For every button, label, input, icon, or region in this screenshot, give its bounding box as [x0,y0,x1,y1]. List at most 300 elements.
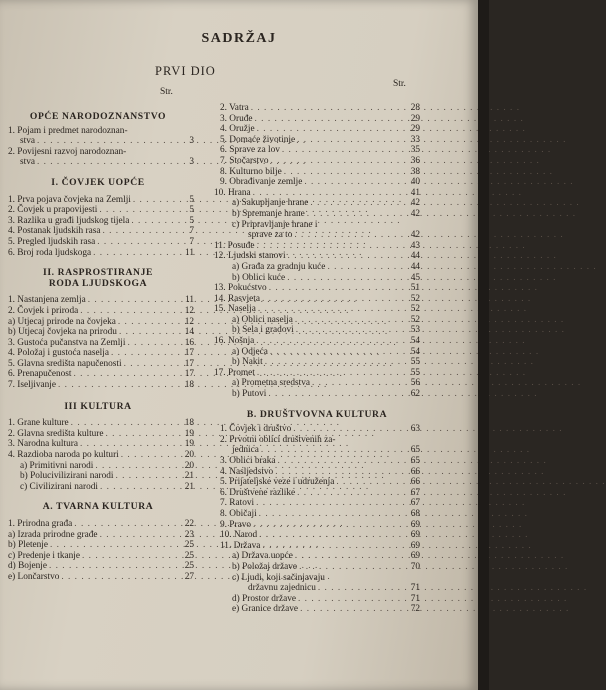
toc-entry-title: 9. Pravo [220,519,251,530]
dot-leader [262,541,404,552]
toc-entry-page: 12 [184,316,194,327]
toc-entry [2,530,194,541]
toc-entry-title: 5. Domaće životinje [220,134,296,145]
dot-leader [304,177,404,188]
toc-entry-title: 8. Kulturno bilje [220,166,282,177]
page-column-label-left: Str. [160,87,173,97]
toc-entry-title: 11. Posuđe [214,240,255,251]
toc-entry [2,540,194,551]
toc-entry-title: 4. Oružje [220,124,255,135]
toc-entry-title: 2. Glavna središta kulture [8,428,104,439]
toc-entry-page: 54 [410,346,420,357]
toc-entry [214,294,420,305]
toc-entry [2,248,194,259]
toc-entry-title: 2. Čovjek u prapovijesti [8,205,98,216]
dot-leader [312,378,404,389]
toc-entry-title: 10. Hrana [214,187,251,198]
toc-entry-title: 3. Narodna kultura [8,439,78,450]
toc-entry-title: 3. Oruđe [220,113,253,124]
toc-entry-title: b) Pletenje [8,540,49,551]
dot-leader [259,509,404,520]
toc-entry-title: 6. Broj roda ljudskoga [8,247,92,258]
toc-entry-title: stva [20,157,35,168]
dot-leader [61,572,178,583]
toc-entry-title: sprave za to [248,230,293,241]
toc-entry-title: 1. Nastanjena zemlja [8,295,86,306]
toc-entry-page: 44 [410,251,420,262]
toc-entry-page: 65 [410,445,420,456]
toc-entry [214,520,420,531]
toc-entry-page: 69 [410,519,420,530]
toc-entry-title: d) Prostor države [232,593,297,604]
toc-entry [214,477,420,488]
toc-entry-page: 67 [410,498,420,509]
toc-entry-page: 36 [410,155,420,166]
toc-entry [214,467,420,478]
dot-leader [100,530,178,541]
toc-entry-page: 69 [410,530,420,541]
toc-entry [2,317,194,328]
toc-entry-page: 19 [184,439,194,450]
toc-entry [214,583,420,594]
toc-entry-page: 29 [410,124,420,135]
toc-entry-page: 27 [184,571,194,582]
dot-leader [127,338,178,349]
toc-entry-page: 63 [410,424,420,435]
toc-entry-title: 5. Pregled ljudskih rasa [8,236,96,247]
toc-entry-text: c) Ljudi, koji sačinjavaju [232,572,325,583]
toc-entry-title: 7. Ratovi [220,498,255,509]
toc-entry-title: a) Oblici naselja [232,314,293,325]
dot-leader [295,315,404,326]
toc-entry-page: 5 [189,215,194,226]
dot-leader [284,167,404,178]
dot-leader [80,439,178,450]
toc-entry-title: stva [20,136,35,147]
toc-entry-page: 7 [189,236,194,247]
toc-entry [2,226,194,237]
toc-entry-page: 70 [410,561,420,572]
dot-leader [262,294,404,305]
dot-leader [271,156,404,167]
toc-entry [214,145,420,156]
toc-entry-page: 72 [410,604,420,615]
toc-entry-title: 7. Stočarstvo [220,155,269,166]
toc-entry-page: 3 [189,157,194,168]
toc-entry-title: 4. Položaj i gustoća naselja [8,348,109,359]
toc-entry-title: 9. Obrađivanje zemlje [220,177,303,188]
toc-entry [2,338,194,349]
toc-entry-page: 55 [410,367,420,378]
toc-entry-page: 35 [410,145,420,156]
dot-leader [124,359,178,370]
toc-entry [214,541,420,552]
toc-entry-page: 55 [410,357,420,368]
toc-entry-title: b) Nakit [232,357,263,368]
dot-leader [253,188,404,199]
toc-entry [214,262,420,273]
toc-entry-title: 5. Prijateljske veze i udruženja [220,477,335,488]
toc-entry-title: 3. Razlika u građi ljudskog tijela [8,215,130,226]
toc-entry-title: c) Predenje i tkanje [8,550,81,561]
dot-leader [295,551,404,562]
toc-entry-page: 16 [184,337,194,348]
toc-entry-page: 17 [184,358,194,369]
dot-leader [256,336,404,347]
toc-entry [2,205,194,216]
toc-entry-title: a) Država uopće [232,551,293,562]
toc-entry [214,188,420,199]
toc-entry-page: 69 [410,540,420,551]
toc-entry-title: 1. Prva pojava čovjeka na Zemlji [8,194,131,205]
toc-entry-page: 21 [184,481,194,492]
dot-leader [297,488,404,499]
dot-leader [37,157,178,168]
dot-leader [88,295,178,306]
toc-entry-title: 4. Nasljedstvo [220,466,274,477]
toc-entry [214,135,420,146]
toc-entry-page: 33 [410,134,420,145]
toc-entry-page: 51 [410,283,420,294]
dot-leader [256,241,404,252]
toc-entry [2,195,194,206]
toc-entry [2,348,194,359]
toc-entry [214,509,420,520]
toc-entry [2,157,194,168]
toc-entry [214,177,420,188]
dot-leader [93,248,178,259]
dot-leader [102,226,178,237]
dot-leader [95,461,178,472]
toc-entry-page: 23 [184,529,194,540]
toc-entry-title: 6. Društvene razlike [220,487,296,498]
toc-entry [2,439,194,450]
dot-leader [287,273,404,284]
page-column-label-right: Str. [393,79,406,89]
dot-leader [269,283,404,294]
toc-entry-title: e) Lončarstvo [8,571,60,582]
toc-entry-title: 15. Naselja [214,304,256,315]
toc-entry-page: 14 [184,327,194,338]
toc-entry [214,241,420,252]
dot-leader [37,136,178,147]
toc-entry-page: 11 [185,295,194,306]
dot-leader [327,262,404,273]
toc-entry [214,273,420,284]
toc-entry-title: a) Prometna sredstva [232,378,310,389]
toc-entry [214,103,420,114]
toc-entry-page: 17 [184,348,194,359]
toc-entry-page: 18 [184,380,194,391]
book-edge [478,0,489,690]
toc-entry [214,551,420,562]
toc-entry-title: 12. Ljudski stanovi [214,251,286,262]
toc-entry-title: b) Položaj države [232,561,298,572]
toc-entry-page: 5 [189,194,194,205]
toc-entry [2,551,194,562]
section-heading: II. RASPROSTIRANJE [43,267,153,279]
toc-entry-page: 52 [410,293,420,304]
toc-entry [2,237,194,248]
toc-entry-title: 8. Običaji [220,508,257,519]
part-heading: PRVI DIO [155,64,216,78]
toc-entry [214,283,420,294]
toc-entry-title: b) Polucivilizirani narodi [20,471,114,482]
toc-entry-title: 10. Narod [220,530,258,541]
toc-entry [214,304,420,315]
toc-entry [214,114,420,125]
toc-entry-title: 1. Grane kulture [8,418,69,429]
spacer [2,391,194,402]
toc-entry-page: 65 [410,456,420,466]
toc-entry-page: 71 [410,593,420,604]
dot-leader [80,306,178,317]
page-title: SADRŽAJ [201,31,277,46]
toc-entry-page: 22 [184,519,194,529]
dot-leader [49,561,178,572]
toc-entry-title: a) Izrada prirodne građe [8,529,98,540]
toc-entry [2,572,194,583]
section-heading: I. ČOVJEK UOPĆE [51,176,145,188]
dot-leader [106,429,178,440]
toc-entry-page: 68 [410,508,420,519]
section-heading: RODA LJUDSKOGA [48,277,148,289]
toc-entry-page: 19 [184,428,194,439]
toc-entry-page: 45 [410,272,420,283]
toc-entry-title: a) Odjeća [232,346,268,357]
toc-entry [214,357,420,368]
toc-entry [2,327,194,338]
toc-entry-page: 69 [410,551,420,562]
toc-entry-page: 66 [410,477,420,488]
dot-leader [82,551,178,562]
toc-entry-page: 66 [410,466,420,477]
toc-entry [2,561,194,572]
toc-entry-page: 5 [189,205,194,216]
toc-entry [214,315,420,326]
toc-entry-page: 54 [410,336,420,347]
toc-entry [214,209,420,220]
toc-entry [214,378,420,389]
dot-leader [275,467,404,478]
toc-entry-page: 41 [410,187,420,198]
toc-entry-title: a) Utjecaj prirode na čovjeka [8,316,116,327]
toc-entry [214,456,420,467]
toc-entry [2,380,194,391]
dot-leader [121,450,178,461]
toc-entry-page: 52 [410,304,420,315]
dot-leader [255,114,404,125]
toc-entry [214,124,420,135]
toc-entry-page: 25 [184,540,194,551]
dot-leader [100,482,178,493]
toc-entry [2,216,194,227]
toc-entry-page: 40 [410,177,420,188]
dot-leader [270,347,404,358]
dot-leader [298,594,404,605]
toc-entry-page: 25 [184,561,194,572]
dot-leader [50,540,178,551]
dot-leader [258,304,404,315]
toc-entry-page: 44 [410,261,420,272]
toc-entry [214,368,420,379]
dot-leader [71,418,178,429]
toc-entry-page: 62 [410,389,420,400]
toc-entry [2,369,194,380]
toc-entry-title: 7. Iseljivanje [8,380,57,391]
toc-entry-title: 13. Pokućstvo [214,283,267,294]
toc-entry [214,251,420,262]
toc-entry [2,482,194,493]
dot-leader [74,519,178,530]
toc-entry-page: 3 [189,136,194,147]
dot-leader [74,369,178,380]
toc-entry-title: 11. Država [220,540,261,551]
toc-entry-title: 5. Glavna središta napučenosti [8,358,122,369]
dot-leader [297,135,404,146]
toc-entry-title: 1. Prirodna građa [8,519,73,529]
toc-entry-page: 17 [184,369,194,380]
toc-entry-page: 71 [410,583,420,594]
toc-entry-title: d) Bojenje [8,561,47,572]
toc-entry-title: 16. Nošnja [214,336,255,347]
dot-leader [336,477,404,488]
section-heading: A. TVARNA KULTURA [42,501,154,513]
dot-leader [265,357,404,368]
dot-leader [307,209,404,220]
toc-entry-page: 18 [184,418,194,429]
dot-leader [119,327,178,338]
toc-entry-title: jednica [232,445,259,456]
toc-entry-title: b) Spremanje hrane [232,208,305,219]
dot-leader [296,325,404,336]
dot-leader [278,456,404,467]
toc-entry-page: 56 [410,378,420,389]
toc-entry-page: 38 [410,166,420,177]
toc-entry-title: državnu zajednicu [248,583,316,594]
dot-leader [293,424,404,435]
toc-column-left [2,106,194,583]
toc-entry-title: e) Granice države [232,604,299,615]
toc-entry [2,306,194,317]
toc-entry-text: 1. Pojam i predmet narodoznan- [8,125,128,136]
toc-entry [214,156,420,167]
toc-entry [2,136,194,147]
section-heading: B. DRUŠTVOVNA KULTURA [246,408,388,420]
toc-entry-page: 25 [184,550,194,561]
toc-entry [214,530,420,541]
toc-entry-page: 43 [410,240,420,251]
toc-entry-page: 42 [410,230,420,241]
dot-leader [131,216,178,227]
toc-entry-title: 17. Promet [214,367,255,378]
dot-leader [58,380,178,391]
toc-entry [214,336,420,347]
dot-leader [115,471,178,482]
toc-entry-title: 1. Čovjek i društvo [220,424,292,435]
toc-entry-page: 42 [410,208,420,219]
toc-entry [2,461,194,472]
toc-entry [214,424,420,435]
toc-column-right [214,103,420,615]
dot-leader [256,498,404,509]
dot-leader [97,237,178,248]
dot-leader [259,530,404,541]
toc-entry-text: 2. Prvotni oblici društvenih za- [220,434,336,445]
toc-entry-title: 2. Vatra [220,103,249,113]
toc-entry-page: 42 [410,198,420,209]
section-heading: OPĆE NARODOZNANSTVO [29,111,167,122]
toc-entry [214,198,420,209]
dot-leader [318,583,404,594]
toc-entry-title: a) Građa za gradnju kuće [232,261,326,272]
toc-entry-title: b) Putovi [232,389,267,400]
toc-entry-page: 29 [410,113,420,124]
dot-leader [99,205,178,216]
dot-leader [111,348,178,359]
toc-entry [2,295,194,306]
toc-entry [214,604,420,615]
toc-entry-text: 2. Povijesni razvoj narodoznan- [8,146,127,157]
toc-entry [2,359,194,370]
toc-entry-page: 28 [410,103,420,113]
toc-entry-title: a) Sakupljanje hrane [232,198,309,209]
toc-entry-title: a) Primitivni narodi [20,460,94,471]
toc-entry [214,445,420,456]
toc-entry-page: 20 [184,460,194,471]
toc-entry-title: 6. Sprave za lov [220,145,280,156]
toc-entry [2,450,194,461]
toc-entry-title: b) Oblici kuće [232,272,286,283]
toc-entry [2,429,194,440]
dot-leader [294,230,404,241]
toc-entry [214,594,420,605]
toc-entry-page: 20 [184,450,194,461]
dot-leader [282,145,404,156]
dot-leader [118,317,178,328]
toc-entry-page: 7 [189,226,194,237]
section-heading: III KULTURA [64,400,132,412]
toc-entry [214,325,420,336]
toc-entry-title: 6. Prenapučenost [8,369,72,380]
dot-leader [253,520,404,531]
dot-leader [300,604,404,615]
dot-leader [257,124,404,135]
toc-entry [214,498,420,509]
dot-leader [257,368,404,379]
toc-entry-title: 4. Postanak ljudskih rasa [8,226,101,237]
toc-entry [214,488,420,499]
toc-entry-page: 12 [184,305,194,316]
toc-entry-page: 11 [185,247,194,258]
toc-entry-title: 3. Oblici braka [220,456,276,466]
toc-entry-text: c) Pripravljanje hrane i [232,219,318,230]
toc-entry [2,471,194,482]
toc-entry-title: 2. Čovjek i priroda [8,305,79,316]
dot-leader [261,445,404,456]
toc-entry [214,347,420,358]
toc-entry-title: 4. Razdioba naroda po kulturi [8,450,119,461]
toc-entry-title: c) Civilizirani narodi [20,481,98,492]
dot-leader [133,195,178,206]
toc-entry-page: 52 [410,314,420,325]
toc-entry [214,562,420,573]
toc-entry-title: b) Sela i gradovi [232,325,294,336]
toc-entry-title: 3. Gustoća pučanstva na Zemlji [8,337,126,348]
toc-entry [2,418,194,429]
toc-entry [214,389,420,400]
dot-leader [299,562,404,573]
